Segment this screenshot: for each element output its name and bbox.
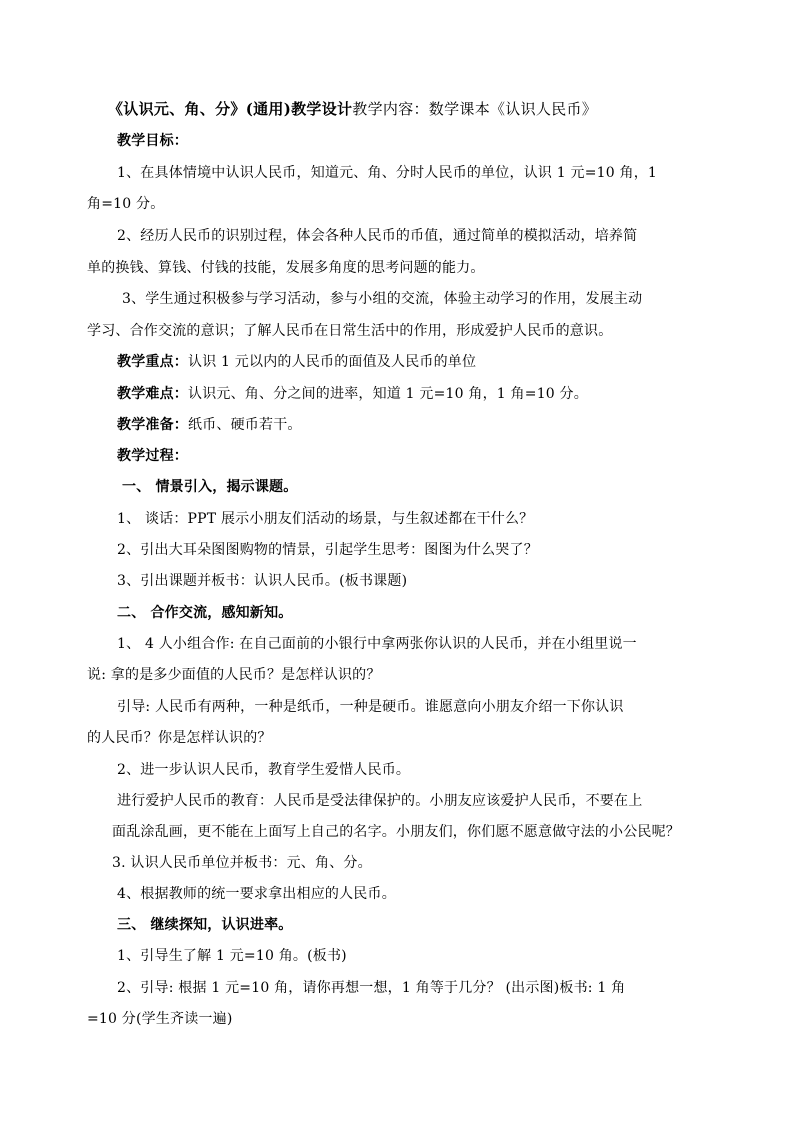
heading-key-points xyxy=(117,352,794,372)
section-heading-2 xyxy=(117,603,794,623)
paragraph-line xyxy=(87,1009,794,1029)
title-tail: 教学内容：数学课本《认识人民币》 xyxy=(352,100,598,118)
line-label: 教学难点： xyxy=(117,386,188,402)
line-text: 的人民币？你是怎样认识的？ xyxy=(87,730,272,746)
line-text: 2、进一步认识人民币，教育学生爱惜人民币。 xyxy=(117,762,411,778)
paragraph-line xyxy=(117,163,794,183)
line-text: 1、在具体情境中认识人民币，知道元、角、分时人民币的单位，认识 1 元=10 角，1 xyxy=(117,165,658,181)
line-text: 角=10 分。 xyxy=(87,196,165,212)
line-label: 教学准备： xyxy=(117,417,188,433)
paragraph-line xyxy=(122,289,794,309)
paragraph-line xyxy=(112,822,794,842)
paragraph-line xyxy=(87,321,794,341)
heading-objectives xyxy=(117,131,794,151)
paragraph-line xyxy=(87,665,794,685)
line-text: 进行爱护人民币的教育：人民币是受法律保护的。小朋友应该爱护人民币，不要在上 xyxy=(117,793,643,809)
line-text: 1、 4 人小组合作: 在自己面前的小银行中拿两张你认识的人民币，并在小组里说一 xyxy=(117,636,637,652)
paragraph-line xyxy=(87,194,794,214)
line-text: 1、引导生了解 1 元=10 角。(板书) xyxy=(117,948,347,964)
paragraph-line xyxy=(117,509,794,529)
document-title xyxy=(108,99,794,119)
line-label: 教学目标： xyxy=(117,133,188,149)
line-text: 学习、合作交流的意识；了解人民币在日常生活中的作用，形成爱护人民币的意识。 xyxy=(87,323,613,339)
line-label: 二、 合作交流，感知新知。 xyxy=(117,605,293,621)
paragraph-line xyxy=(117,760,794,780)
title-main: 《认识元、角、分》(通用)教学设计 xyxy=(108,100,353,118)
paragraph-line xyxy=(117,226,794,246)
paragraph-line xyxy=(117,540,794,560)
line-text: 纸币、硬币若干。 xyxy=(188,417,302,433)
heading-preparation xyxy=(117,415,794,435)
heading-process xyxy=(117,446,794,466)
paragraph-line xyxy=(117,978,794,998)
line-text: 认识 1 元以内的人民币的面值及人民币的单位 xyxy=(188,354,477,370)
line-text: 引导: 人民币有两种，一种是纸币，一种是硬币。谁愿意向小朋友介绍一下你认识 xyxy=(117,699,624,715)
heading-difficulties xyxy=(117,384,794,404)
section-heading-3 xyxy=(117,915,794,935)
paragraph-line xyxy=(117,634,794,654)
line-text: 1、 谈话：PPT 展示小朋友们活动的场景，与生叙述都在干什么？ xyxy=(117,511,534,527)
line-text: =10 分(学生齐读一遍) xyxy=(87,1011,233,1027)
section-heading-1 xyxy=(122,477,794,497)
line-label: 教学重点： xyxy=(117,354,188,370)
line-text: 3、学生通过积极参与学习活动，参与小组的交流，体验主动学习的作用，发展主动 xyxy=(122,291,643,307)
paragraph-line xyxy=(117,697,794,717)
line-text: 2、引出大耳朵图图购物的情景，引起学生思考：图图为什么哭了？ xyxy=(117,542,538,558)
line-label: 一、 情景引入，揭示课题。 xyxy=(122,479,298,495)
paragraph-line xyxy=(87,258,794,278)
line-text: 2、经历人民币的识别过程，体会各种人民币的币值，通过简单的模拟活动，培养简 xyxy=(117,228,638,244)
line-text: 4、根据教师的统一要求拿出相应的人民币。 xyxy=(117,886,396,902)
paragraph-line xyxy=(112,853,794,873)
line-text: 面乱涂乱画，更不能在上面写上自己的名字。小朋友们，你们愿不愿意做守法的小公民呢？ xyxy=(112,824,680,840)
paragraph-line xyxy=(117,946,794,966)
line-text: 单的换钱、算钱、付钱的技能，发展多角度的思考问题的能力。 xyxy=(87,260,485,276)
paragraph-line xyxy=(87,728,794,748)
line-text: 3. 认识人民币单位并板书：元、角、分。 xyxy=(112,855,372,871)
line-label: 教学过程： xyxy=(117,448,188,464)
line-text: 2、引导: 根据 1 元=10 角，请你再想一想，1 角等于几分？ (出示图)板书: 1 角 xyxy=(117,980,626,996)
line-label: 三、 继续探知，认识进率。 xyxy=(117,917,293,933)
paragraph-line xyxy=(117,791,794,811)
paragraph-line xyxy=(117,571,794,591)
line-text: 3、引出课题并板书：认识人民币。(板书课题) xyxy=(117,573,408,589)
line-text: 说: 拿的是多少面值的人民币？是怎样认识的？ xyxy=(87,667,381,683)
paragraph-line xyxy=(117,884,794,904)
line-text: 认识元、角、分之间的进率，知道 1 元=10 角，1 角=10 分。 xyxy=(188,386,588,402)
